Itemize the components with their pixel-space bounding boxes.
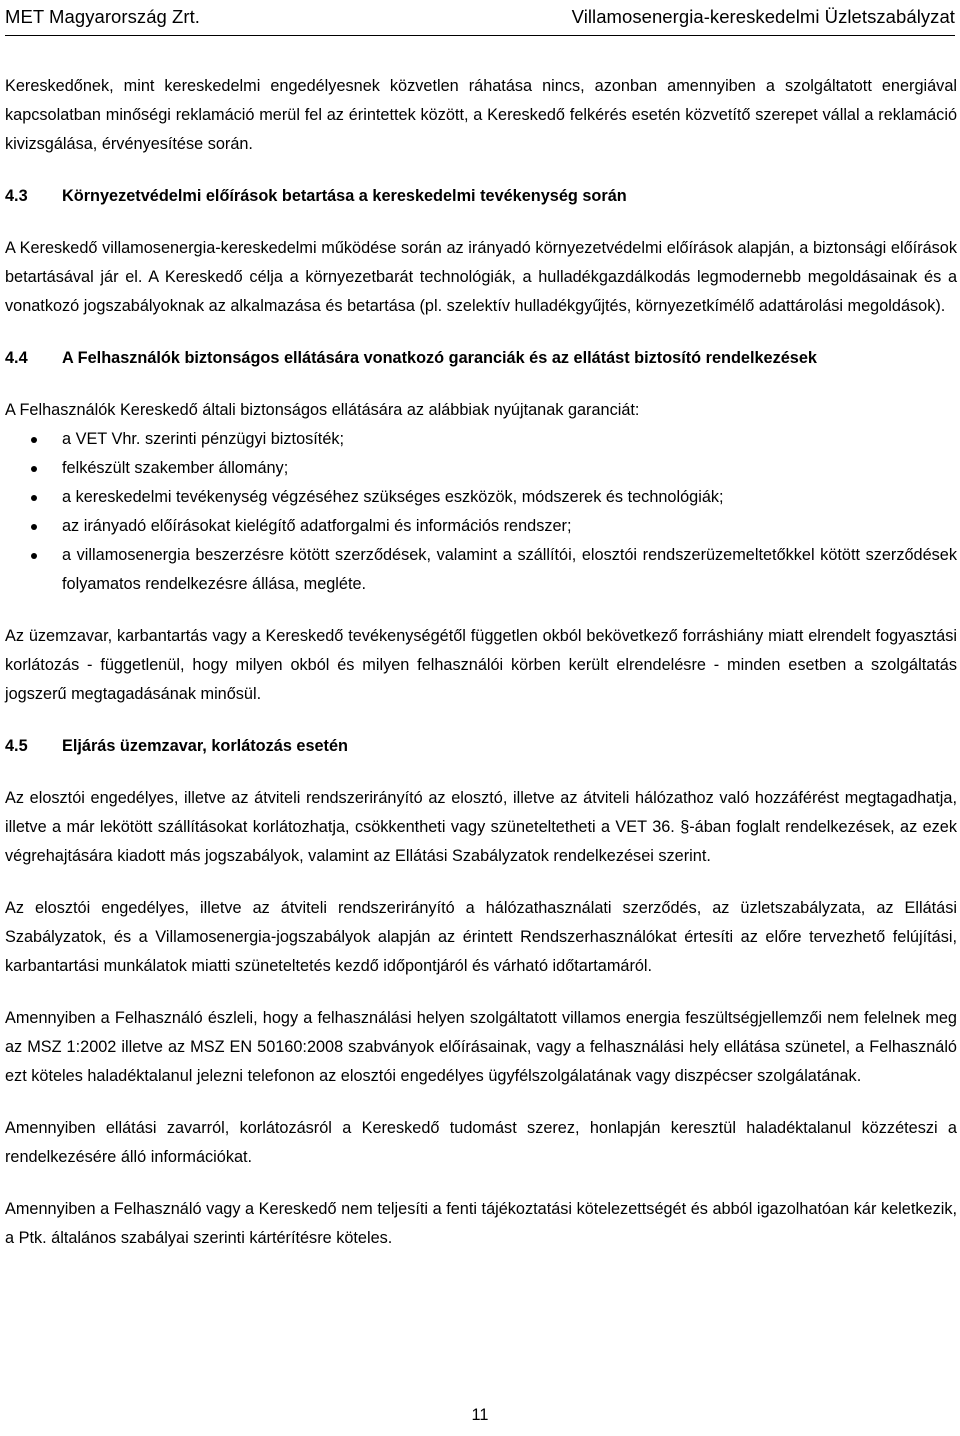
list-item-text: az irányadó előírásokat kielégítő adatforgalmi és információs rendszer;	[62, 517, 572, 535]
section-number: 4.4	[5, 349, 28, 367]
bullet-icon	[31, 437, 37, 443]
list-item	[5, 483, 957, 512]
section-heading-4-5	[5, 732, 957, 761]
guarantees-list	[5, 425, 957, 599]
list-item-text: a kereskedelmi tevékenység végzéséhez szükséges eszközök, módszerek és technológiák;	[62, 488, 724, 506]
header-company: MET Magyarország Zrt.	[5, 6, 201, 27]
section-title: Környezetvédelmi előírások betartása a kereskedelmi tevékenység során	[62, 187, 627, 205]
page-header	[5, 4, 955, 30]
section-4-5-paragraph: Amennyiben ellátási zavarról, korlátozásról a Kereskedő tudomást szerez, honlapján keresztül haladéktalanul közzéteszi a rendelkezésére álló információkat.	[5, 1119, 957, 1166]
list-item-text: a villamosenergia beszerzésre kötött szerződések, valamint a szállítói, elosztói rendszerüzemeltetőkkel kötött szerződések folyamatos rendelkezésre állása, megléte.	[62, 546, 957, 593]
page-number: 11	[471, 1406, 489, 1424]
bullet-icon	[31, 524, 37, 530]
list-item	[5, 425, 957, 454]
list-item-text: felkészült szakember állomány;	[62, 459, 289, 477]
section-4-5-paragraph: Amennyiben a Felhasználó vagy a Kereskedő nem teljesíti a fenti tájékoztatási kötelezettségét és abból igazolhatóan kár keletkezik, a Ptk. általános szabályai szerinti kártérítésre köteles.	[5, 1200, 957, 1247]
section-4-5-paragraph: Az elosztói engedélyes, illetve az átviteli rendszerirányító a hálózathasználati szerződés, az üzletszabályzata, az Ellátási Szabályzatok, és a Villamosenergia-jogszabályok alapján az érintett Rendszerhasználókat értesíti az előre tervezhető felújítási, karbantartási munkálatok miatti szüneteltetés kezdő időpontjáról és várható időtartamáról.	[5, 899, 957, 975]
header-document-title: Villamosenergia-kereskedelmi Üzletszabályzat	[571, 6, 955, 27]
section-heading-4-4	[5, 344, 957, 373]
bullet-icon	[31, 466, 37, 472]
section-heading-4-3	[5, 182, 957, 211]
section-number: 4.5	[5, 737, 28, 755]
section-title: Eljárás üzemzavar, korlátozás esetén	[62, 737, 348, 755]
intro-paragraph: Kereskedőnek, mint kereskedelmi engedélyesnek közvetlen ráhatása nincs, azonban amennyiben a szolgáltatott energiával kapcsolatban minőségi reklamáció merül fel az érintettek között, a Kereskedő felkérés esetén közvetítő szerepet vállal a reklamáció kivizsgálása, érvényesítése során.	[5, 77, 957, 153]
header-rule	[5, 35, 955, 36]
section-4-4-lead: A Felhasználók Kereskedő általi biztonságos ellátására az alábbiak nyújtanak garanciát:	[5, 401, 640, 419]
section-4-5-paragraph: Az elosztói engedélyes, illetve az átviteli rendszerirányító az elosztó, illetve az átviteli hálózathoz való hozzáférést megtagadhatja, illetve a már lekötött szállításokat korlátozhatja, csökkentheti vagy szüneteltetheti a VET 36. §-ában foglalt rendelkezések, az ezek végrehajtására kiadott más jogszabályok, valamint az Ellátási Szabályzatok rendelkezései szerint.	[5, 789, 957, 865]
list-item	[5, 454, 957, 483]
list-item	[5, 512, 957, 541]
section-title: A Felhasználók biztonságos ellátására vonatkozó garanciák és az ellátást biztosító rendelkezések	[62, 349, 817, 367]
bullet-icon	[31, 495, 37, 501]
bullet-icon	[31, 553, 37, 559]
section-4-5-paragraph: Amennyiben a Felhasználó észleli, hogy a felhasználási helyen szolgáltatott villamos energia feszültségjellemzői nem felelnek meg az MSZ 1:2002 illetve az MSZ EN 50160:2008 szabványok előírásainak, vagy a felhasználási hely ellátása szünetel, a Felhasználó ezt köteles haladéktalanul jelezni telefonon az elosztói engedélyes ügyfélszolgálatának vagy diszpécser szolgálatának.	[5, 1009, 957, 1085]
section-4-4-closing: Az üzemzavar, karbantartás vagy a Kereskedő tevékenységétől független okból bekövetkező forráshiány miatt elrendelt fogyasztási korlátozás - függetlenül, hogy milyen okból és milyen felhasználói körben került elrendelésre - minden esetben a szolgáltatás jogszerű megtagadásának minősül.	[5, 627, 957, 703]
section-4-3-paragraph: A Kereskedő villamosenergia-kereskedelmi működése során az irányadó környezetvédelmi előírások alapján, a biztonsági előírások betartásával jár el. A Kereskedő célja a környezetbarát technológiák, a hulladékgazdálkodás legmodernebb megoldásainak és a vonatkozó jogszabályoknak az alkalmazása és betartása (pl. szelektív hulladékgyűjtés, környezetkímélő adattárolási megoldások).	[5, 239, 957, 315]
section-number: 4.3	[5, 187, 28, 205]
list-item	[5, 541, 957, 599]
page-content	[5, 72, 957, 1253]
list-item-text: a VET Vhr. szerinti pénzügyi biztosíték;	[62, 430, 345, 448]
